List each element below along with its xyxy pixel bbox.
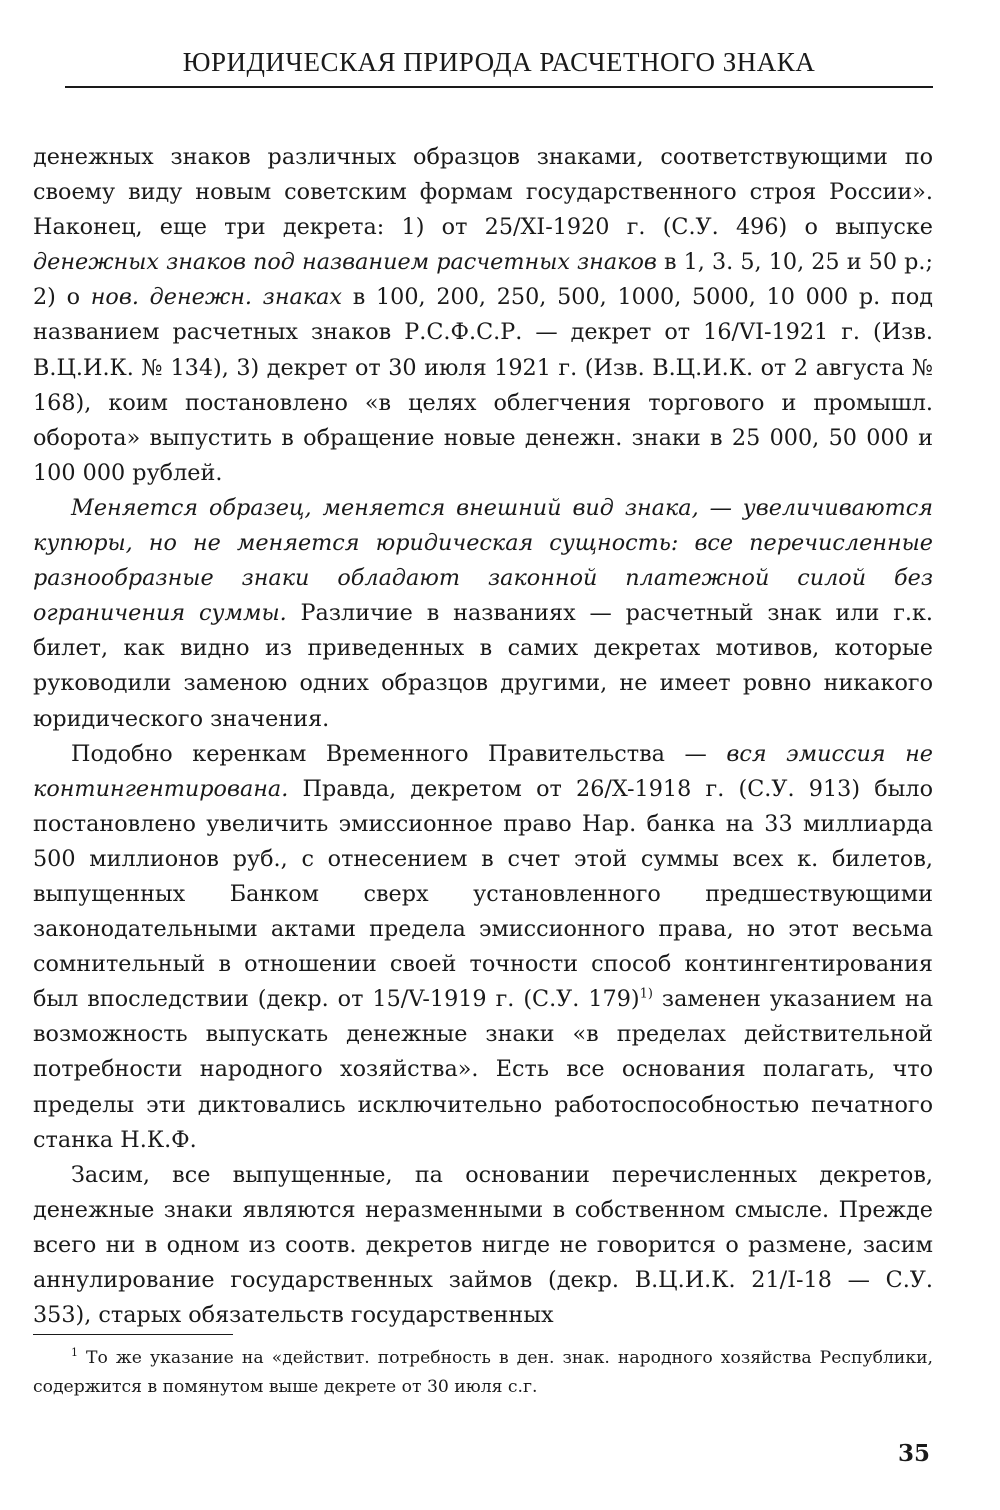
italic-run: вся эмиссия не контингентирована. xyxy=(33,740,933,802)
paragraph-4 xyxy=(33,1158,933,1333)
text-run: Подобно керенкам Временного Правительства — xyxy=(71,740,727,767)
footnote-reference[interactable]: 1) xyxy=(639,986,653,1002)
header-rule xyxy=(65,86,933,88)
text-run: Правда, декретом от 26/X-1918 г. (С.У. 913) было постановлено увеличить эмиссионное право Нар. банка на 33 миллиарда 500 миллионов руб., с отнесением в счет этой суммы всех к. билетов, выпущенных Банком сверх установленного предшествующими законодательными актами предела эмиссионного права, но этот весьма сомнительный в отношении своей точности способ контингентирования был впоследствии (декр. от 15/V-1919 г. (С.У. 179) xyxy=(33,775,933,1013)
footnote xyxy=(33,1344,933,1402)
paragraph-2 xyxy=(33,491,933,737)
italic-run: нов. денежн. знаках xyxy=(90,284,343,311)
italic-run: Меняется образец, меняется внешний вид знака, — увеличиваются купюры, но не меняется юридическая сущность: все перечисленные разнообразные знаки обладают законной платежной силой без ограничения суммы. xyxy=(33,494,933,627)
text-run: в 1, 3. 5, 10, 25 и 50 р.; 2) о xyxy=(33,249,933,311)
body-text xyxy=(33,140,933,1333)
footnote-rule xyxy=(33,1334,233,1335)
text-run: Различие в названиях — расчетный знак или г.к. билет, как видно из приведенных в самих декретах мотивов, которые руководили заменою одних образцов другими, не имеет ровно никакого юридического значения. xyxy=(33,600,933,732)
text-run: Засим, все выпущенные, па основании перечисленных декретов, денежные знаки являются неразменными в собственном смысле. Прежде всего ни в одном из соотв. декретов нигде не говорится о размене, засим аннулирование государственных займов (декр. В.Ц.И.К. 21/I-18 — С.У. 353), старых обязательств государственных xyxy=(33,1161,933,1329)
text-run: в 100, 200, 250, 500, 1000, 5000, 10 000 р. под названием расчетных знаков Р.С.Ф.С.Р. — декрет от 16/VI-1921 г. (Изв. В.Ц.И.К. № 134), 3) декрет от 30 июля 1921 г. (Изв. В.Ц.И.К. от 2 августа № 168), коим постановлено «в целях облегчения торгового и промышл. оборота» выпустить в обращение новые денежн. знаки в 25 000, 50 000 и 100 000 рублей. xyxy=(33,284,933,486)
page-number: 35 xyxy=(897,1440,930,1467)
text-run: заменен указанием на возможность выпускать денежные знаки «в пределах действительной потребности народного хозяйства». Есть все основания полагать, что пределы эти диктовались исключительно работоспособностью печатного станка Н.К.Ф. xyxy=(33,986,933,1153)
running-head: ЮРИДИЧЕСКАЯ ПРИРОДА РАСЧЕТНОГО ЗНАКА xyxy=(182,47,816,77)
footnote-marker: 1 xyxy=(71,1346,78,1360)
text-run: денежных знаков различных образцов знаками, соответствующими по своему виду новым советским формам государственного строя России». Наконец, еще три декрета: 1) от 25/XI-1920 г. (С.У. 496) о выпуске xyxy=(33,144,933,241)
paragraph-3 xyxy=(33,737,933,1158)
paragraph-1 xyxy=(33,140,933,491)
footnote-text: То же указание на «действит. потребность в ден. знак. народного хозяйства Республики, содержится в помянутом выше декрете от 30 июля с.г. xyxy=(33,1348,933,1397)
italic-run: денежных знаков под названием расчетных знаков xyxy=(33,249,657,276)
